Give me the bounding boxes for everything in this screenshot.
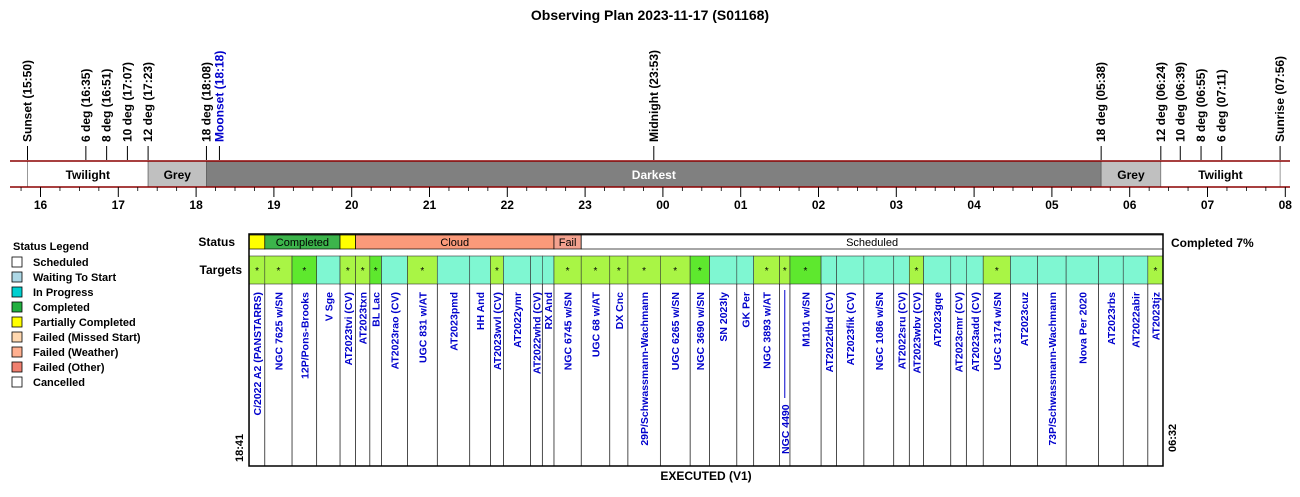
event-label: 8 deg (06:55) [1194,68,1209,142]
hour-label: 18 [189,198,203,212]
legend-swatch [12,362,22,372]
target-label: AT2023add (CV) [969,292,982,372]
target-marker: * [373,266,378,277]
legend-swatch [12,257,22,267]
event-label: 10 deg (06:39) [1173,61,1188,142]
target-label: AT2023tvi (CV) [342,292,355,366]
legend-item-label: Waiting To Start [33,272,117,284]
target-label: Nova Per 2020 [1077,292,1090,364]
legend-item-label: Failed (Weather) [33,347,119,359]
target-marker: * [616,266,621,277]
target-marker: * [642,266,647,277]
status-band [249,235,265,249]
hour-axis [21,187,1292,212]
legend-item-label: Failed (Missed Start) [33,332,141,344]
legend-item-label: Completed [33,302,90,314]
event-label: 12 deg (17:23) [141,61,156,142]
legend-item-label: In Progress [33,287,94,299]
event-label: 8 deg (16:51) [99,68,114,142]
event-label: Midnight (23:53) [646,50,661,142]
target-label: NGC 3893 w/AT [761,292,774,369]
target-label: NGC 6745 w/SN [562,292,575,371]
target-marker: * [302,266,307,277]
sky-darkness-bar [10,161,1290,187]
target-block [966,256,983,284]
target-marker: * [345,266,350,277]
target-label: AT2023pmd [448,292,461,351]
legend-item-label: Scheduled [33,257,89,269]
target-label: AT2022sru (CV) [896,292,909,370]
legend-item-label: Failed (Other) [33,362,105,374]
target-block [1010,256,1037,284]
event-label: 18 deg (05:38) [1094,61,1109,142]
hour-label: 20 [345,198,359,212]
target-label: 29P/Schwassmann-Wachmann [639,292,652,446]
target-label: NGC 3690 w/SN [694,292,707,371]
event-label: Moonset (18:18) [212,50,227,142]
hour-label: 22 [500,198,514,212]
status-band-label: Completed [275,237,330,249]
legend-title: Status Legend [13,241,89,253]
status-band-label: Fail [558,237,577,249]
target-label: BL Lac [370,292,383,327]
target-marker: * [1153,266,1158,277]
target-label: M101 w/SN [800,292,813,347]
hour-label: 19 [267,198,281,212]
target-label: AT2022dbd (CV) [823,292,836,373]
chart-title: Observing Plan 2023-11-17 (S01168) [530,7,770,23]
hour-label: 21 [422,198,437,212]
event-label: Sunset (15:50) [20,59,35,142]
event-label: 10 deg (17:07) [120,61,135,142]
event-markers [21,50,1288,160]
target-block [1038,256,1066,284]
target-block [837,256,864,284]
target-marker: * [803,266,808,277]
event-label: 6 deg (16:35) [78,68,93,142]
target-block [864,256,894,284]
legend-swatch [12,317,22,327]
target-label: AT2023rao (CV) [389,292,402,370]
target-marker: * [914,266,919,277]
target-label: NGC 7625 w/SN [273,292,286,371]
target-label: AT2023tjz [1150,292,1163,341]
status-band [340,235,356,249]
target-label: AT2023gqe [932,292,945,348]
target-marker: * [782,266,787,277]
status-band-label: Cloud [440,237,470,249]
target-marker: * [565,266,570,277]
target-label: AT2022whd (CV) [531,292,544,375]
target-label: AT2022abir [1130,292,1143,348]
legend-item-label: Partially Completed [33,317,136,329]
hour-label: 08 [1278,198,1292,212]
hour-label: 00 [656,198,670,212]
completion-percent: Completed 7% [1171,236,1254,250]
hour-label: 07 [1200,198,1215,212]
target-label: UGC 68 w/AT [590,292,603,358]
hour-label: 04 [967,198,981,212]
target-label: C/2022 A2 (PANSTARRS) [252,292,265,416]
hour-label: 06 [1123,198,1137,212]
legend-swatch [12,347,22,357]
plan-footer: EXECUTED (V1) [660,469,752,483]
target-block [503,256,530,284]
status-band-label: Scheduled [846,237,899,249]
target-marker: * [994,266,999,277]
hour-label: 16 [33,198,48,212]
legend-swatch [12,377,22,387]
hour-label: 05 [1045,198,1059,212]
event-label: 6 deg (07:11) [1214,69,1229,142]
target-label: V Sge [323,292,336,322]
legend-swatch [12,302,22,312]
hour-label: 23 [578,198,592,212]
target-label: AT2023cmr (CV) [953,292,966,373]
target-block [1066,256,1098,284]
target-block [531,256,543,284]
hour-label: 17 [111,198,125,212]
sky-band-label: Twilight [65,168,111,182]
event-label: 18 deg (18:08) [199,61,214,142]
target-block [710,256,737,284]
target-label: AT2023rbs [1105,292,1118,345]
target-label: UGC 6265 w/SN [670,292,683,371]
sky-band-label: Darkest [631,168,676,182]
target-label: HH And [475,292,488,331]
target-label: GK Per [740,292,753,328]
target-label: NGC 4490 [779,404,792,454]
target-label: 12P/Pons-Brooks [299,292,312,379]
target-label: NGC 1086 w/SN [873,292,886,371]
legend-swatch [12,287,22,297]
targets-row-label: Targets [199,263,242,277]
target-marker: * [255,266,259,277]
target-block [381,256,407,284]
target-label: AT2023txn [357,292,370,345]
target-block [737,256,754,284]
event-label: 12 deg (06:24) [1153,61,1168,142]
target-label: AT2023wvl (CV) [491,292,504,370]
target-marker: * [593,266,598,277]
sky-band-label: Grey [1117,168,1145,182]
hour-label: 02 [811,198,826,212]
status-row-label: Status [198,235,235,249]
target-label: AT2023cuz [1019,292,1032,347]
target-block [437,256,469,284]
legend-swatch [12,332,22,342]
sky-band-label: Twilight [1198,168,1243,182]
sky-band-label: Grey [163,168,191,182]
event-label: Sunrise (07:56) [1273,55,1288,142]
target-marker: * [360,266,365,277]
target-block [1123,256,1148,284]
hour-label: 01 [734,198,748,212]
target-block [951,256,967,284]
legend-item-label: Cancelled [33,377,85,389]
target-label: UGC 3174 w/SN [991,292,1004,371]
target-label: SN 2023ly [718,292,731,342]
status-row [249,235,1163,249]
status-legend [12,241,141,389]
target-block [470,256,491,284]
target-label: 73P/Schwassmann-Wachmann [1046,292,1059,446]
target-marker: * [494,266,499,277]
target-block [1099,256,1124,284]
target-marker: * [420,266,425,277]
target-marker: * [276,266,281,277]
legend-swatch [12,272,22,282]
target-marker: * [697,266,702,277]
target-label: UGC 831 w/AT [417,292,430,363]
target-block [542,256,554,284]
target-label: RX And [543,292,556,330]
plan-start-time: 18:41 [234,433,246,462]
hour-label: 03 [889,198,903,212]
target-label: AT2022ymr [512,292,525,348]
target-marker: * [764,266,769,277]
target-block [317,256,340,284]
target-label: AT2023fik (CV) [845,292,858,366]
target-block [924,256,951,284]
target-block [821,256,837,284]
targets-row [249,256,1163,466]
target-marker: * [673,266,678,277]
plan-end-time: 06:32 [1167,423,1179,452]
target-label: DX Cnc [613,292,626,330]
target-label: AT2023wbv (CV) [911,292,924,374]
target-block [894,256,910,284]
